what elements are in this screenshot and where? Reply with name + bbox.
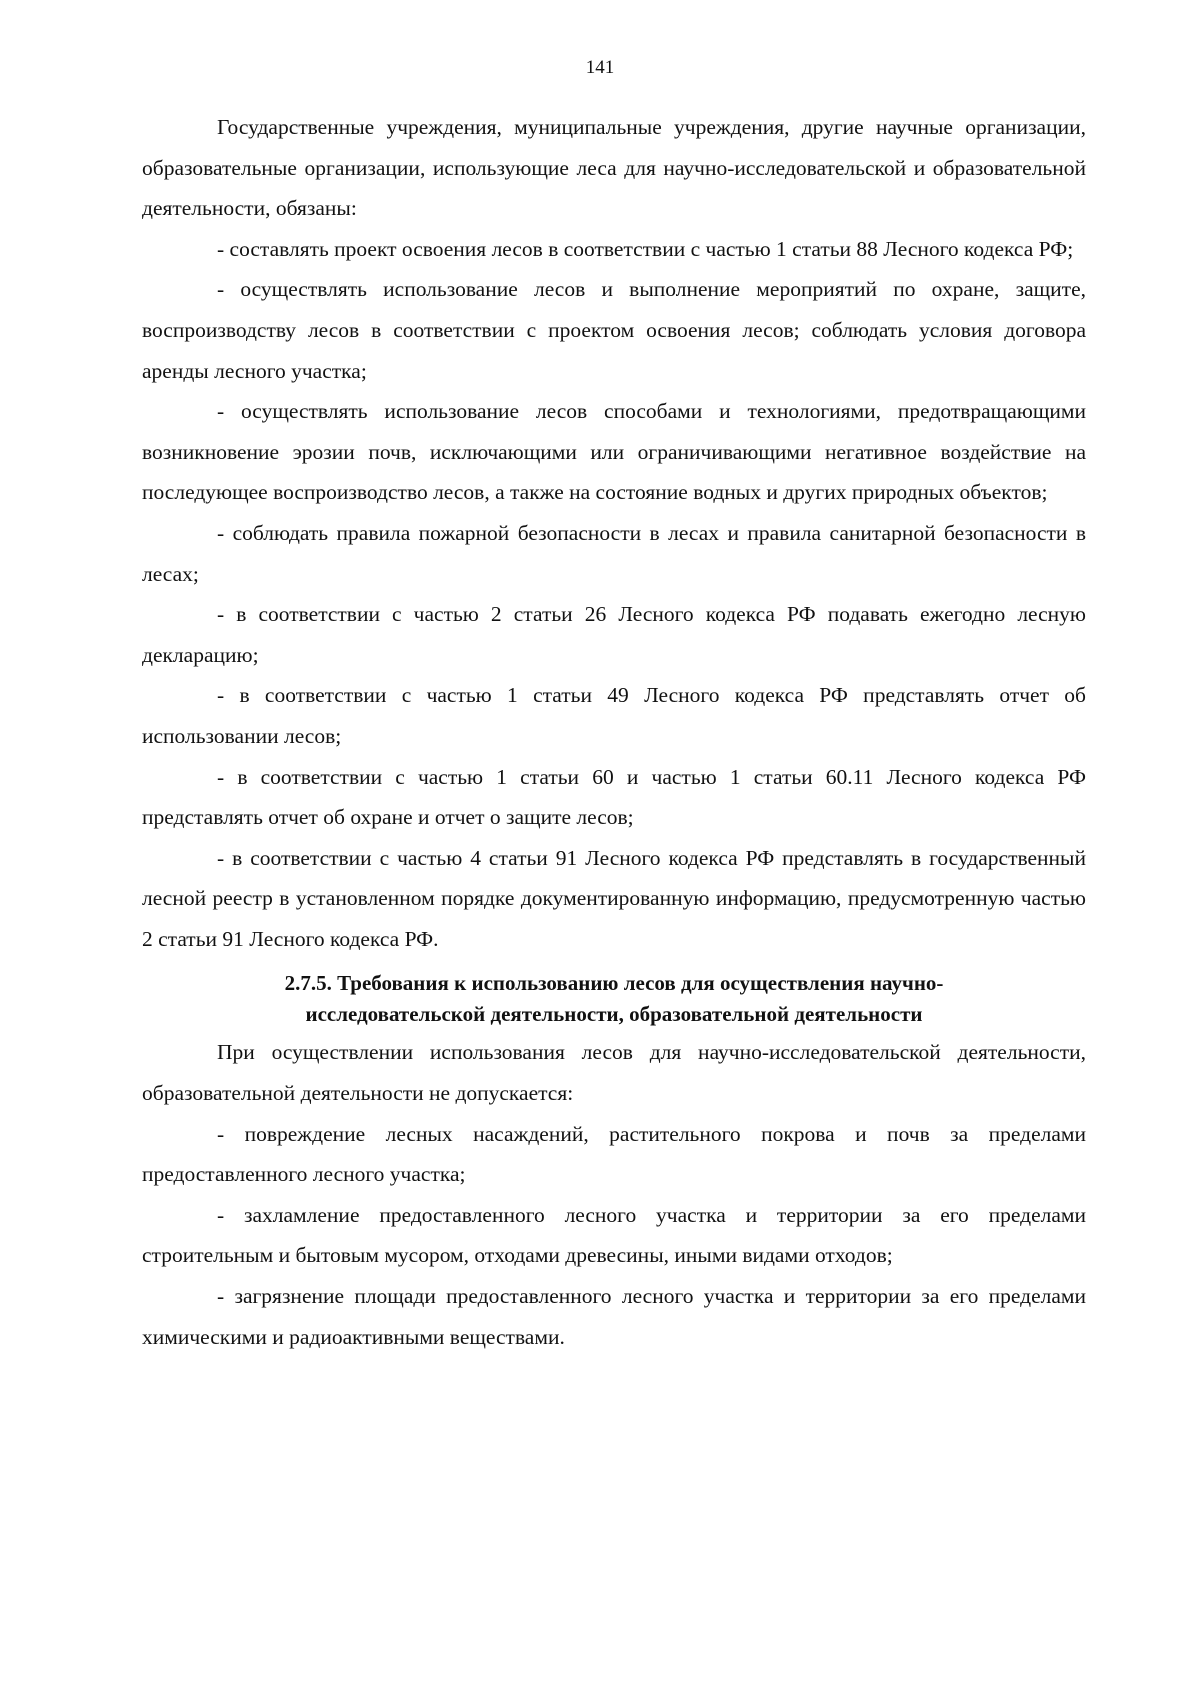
list-item-damage-prohibition: - повреждение лесных насаждений, растительного покрова и почв за пределами предоставленного лесного участка; (142, 1121, 1086, 1187)
list-item-forest-use-measures: - осуществлять использование лесов и выполнение мероприятий по охране, защите, воспроизводству лесов в соответствии с проектом освоения лесов; соблюдать условия договора аренды лесного участка; (142, 277, 1086, 383)
page-number: 141 (585, 57, 615, 78)
list-item-littering-prohibition: - захламление предоставленного лесного участка и территории за его пределами строительным и бытовым мусором, отходами древесины, иными видами отходов; (142, 1202, 1086, 1268)
section-heading-line-2: исследовательской деятельности, образовательной деятельности (305, 1002, 923, 1027)
list-item-erosion-prevention: - осуществлять использование лесов способами и технологиями, предотвращающими возникновение эрозии почв, исключающими или ограничивающими негативное воздействие на последующее воспроизводство лесов, а также на состояние водных и других природных объектов; (142, 399, 1086, 505)
list-item-forest-declaration: - в соответствии с частью 2 статьи 26 Лесного кодекса РФ подавать ежегодно лесную декларацию; (142, 602, 1086, 667)
paragraph-intro-obligations: Государственные учреждения, муниципальные учреждения, другие научные организации, образовательные организации, использующие леса для научно-исследовательской и образовательной деятельности, обязаны: (142, 115, 1086, 221)
list-item-usage-report: - в соответствии с частью 1 статьи 49 Лесного кодекса РФ представлять отчет об использовании лесов; (142, 683, 1086, 748)
list-item-protection-report: - в соответствии с частью 1 статьи 60 и частью 1 статьи 60.11 Лесного кодекса РФ представлять отчет об охране и отчет о защите лесов; (142, 764, 1086, 830)
list-item-fire-safety: - соблюдать правила пожарной безопасности в лесах и правила санитарной безопасности в лесах; (142, 520, 1086, 586)
page-body (142, 107, 1086, 1357)
list-item-forest-registry: - в соответствии с частью 4 статьи 91 Лесного кодекса РФ представлять в государственный лесной реестр в установленном порядке документированную информацию, предусмотренную частью 2 статьи 91 Лесного кодекса РФ. (142, 845, 1086, 951)
list-item-pollution-prohibition: - загрязнение площади предоставленного лесного участка и территории за его пределами химическими и радиоактивными веществами. (142, 1284, 1086, 1349)
section-heading-line-1: 2.7.5. Требования к использованию лесов для осуществления научно- (284, 971, 944, 996)
list-item-development-project: - составлять проект освоения лесов в соответствии с частью 1 статьи 88 Лесного кодекса РФ; (217, 236, 1074, 261)
paragraph-prohibitions-intro: При осуществлении использования лесов для научно-исследовательской деятельности, образовательной деятельности не допускается: (142, 1040, 1086, 1106)
section-heading (142, 968, 1086, 1030)
